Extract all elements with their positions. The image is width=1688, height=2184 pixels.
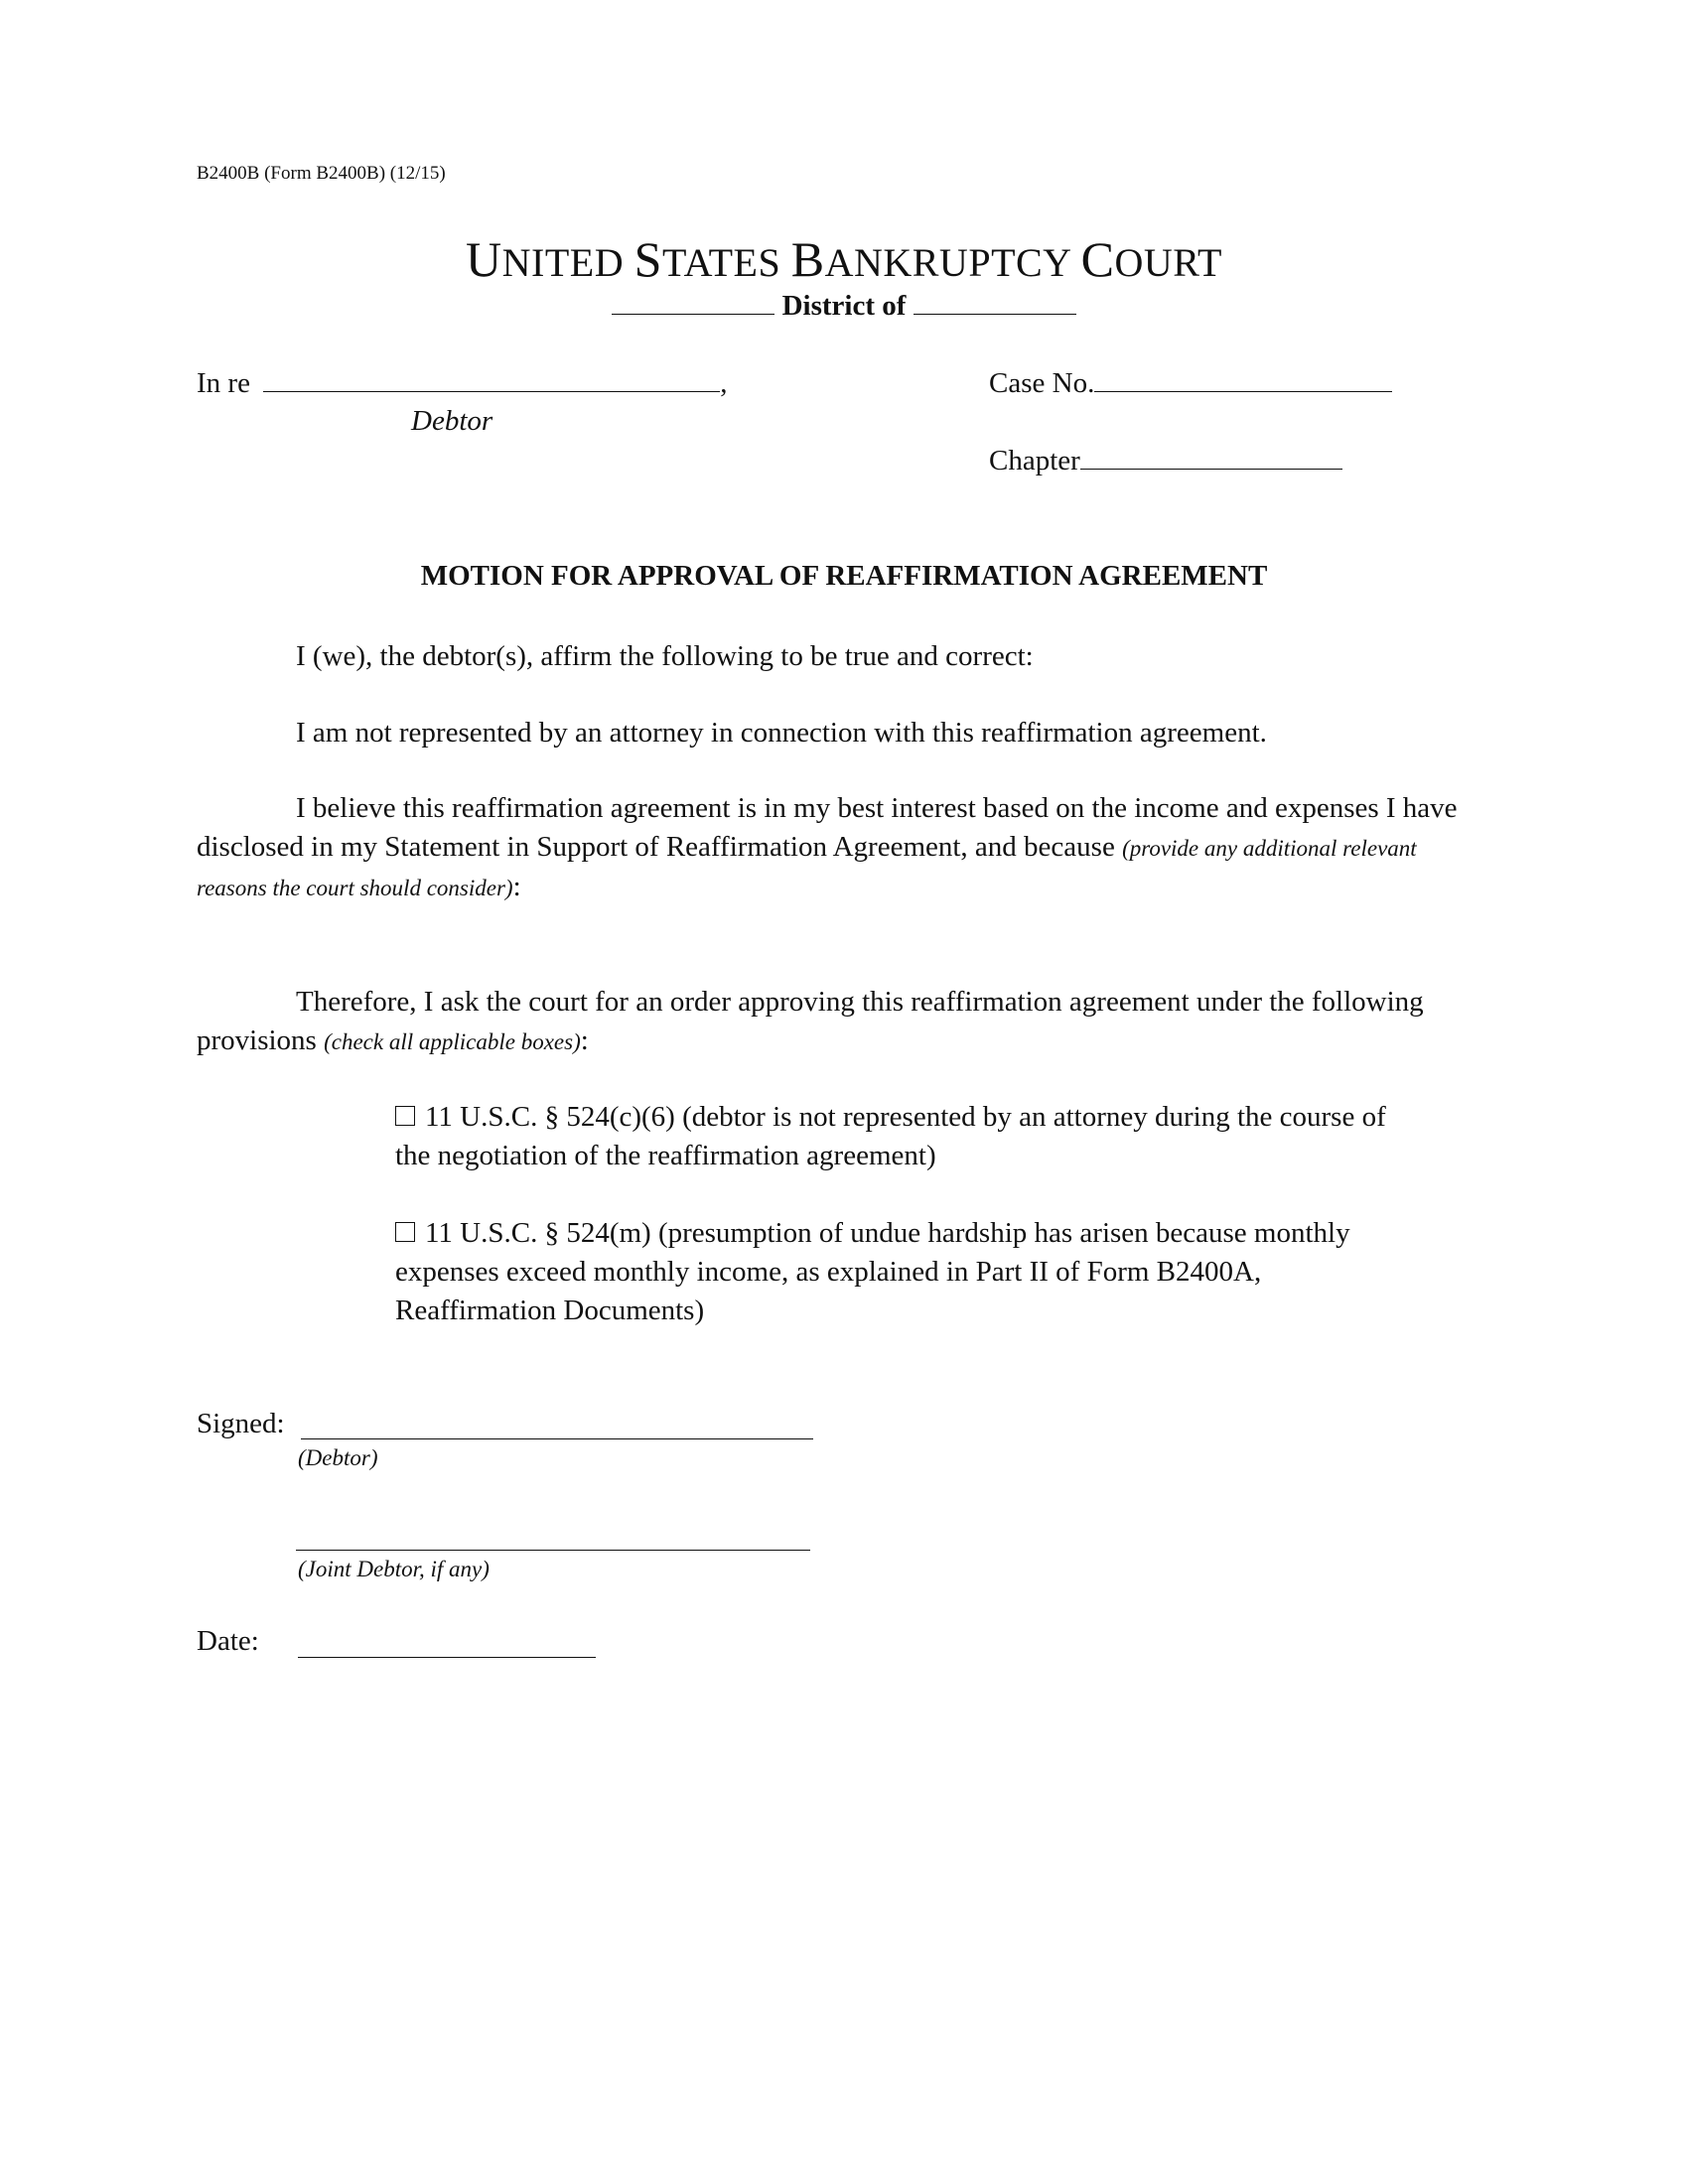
district-blank-right[interactable] [914, 290, 1076, 315]
option-524c6 [395, 1098, 1428, 1175]
therefore-colon: : [580, 1024, 589, 1056]
affirm-paragraph: I (we), the debtor(s), affirm the following to be true and correct: [296, 640, 1034, 672]
option-524m [395, 1214, 1428, 1330]
in-re-line [197, 367, 727, 400]
court-title-b: B [790, 231, 825, 287]
court-title-ankruptcy: ANKRUPTCY [824, 240, 1081, 285]
case-no-line [989, 367, 1392, 400]
case-no-label: Case No. [989, 367, 1095, 399]
joint-debtor-signature-line[interactable] [296, 1550, 810, 1551]
in-re-label: In re [197, 367, 250, 399]
court-title [0, 230, 1688, 288]
chapter-line [989, 445, 1342, 478]
debtor-signature-label: (Debtor) [298, 1445, 378, 1470]
believe-note: (provide any additional relevant reasons the court should consider) [197, 836, 1417, 900]
in-re-comma: , [720, 367, 728, 399]
debtor-signature-line[interactable] [301, 1438, 813, 1439]
therefore-text: Therefore, I ask the court for an order approving this reaffirmation agreement under the following provisions [197, 986, 1424, 1056]
therefore-paragraph [197, 983, 1487, 1061]
therefore-note: (check all applicable boxes) [324, 1029, 581, 1054]
believe-colon: : [512, 871, 521, 902]
not-represented-paragraph: I am not represented by an attorney in connection with this reaffirmation agreement. [296, 717, 1267, 749]
option-524m-text: 11 U.S.C. § 524(m) (presumption of undue hardship has arisen because monthly expenses exceed monthly income, as explained in Part II of Form B2400A, Reaffirmation Documents) [395, 1217, 1350, 1326]
signed-label: Signed: [197, 1408, 285, 1439]
case-no-field[interactable] [1094, 367, 1392, 392]
chapter-label: Chapter [989, 445, 1080, 477]
checkbox-524m[interactable] [395, 1222, 415, 1242]
court-title-u: U [466, 231, 502, 287]
motion-title: MOTION FOR APPROVAL OF REAFFIRMATION AGREEMENT [420, 560, 1268, 592]
option-524c6-text: 11 U.S.C. § 524(c)(6) (debtor is not represented by an attorney during the course of the negotiation of the reaffirmation agreement) [395, 1101, 1386, 1171]
debtor-name-field[interactable] [263, 367, 720, 392]
district-line [0, 290, 1688, 323]
date-label: Date: [197, 1625, 259, 1657]
court-title-nited: NITED [501, 240, 634, 285]
district-blank-left[interactable] [612, 290, 774, 315]
district-label: District of [781, 290, 907, 322]
believe-text: I believe this reaffirmation agreement is in my best interest based on the income and expenses I have disclosed in my Statement in Support of Reaffirmation Agreement, and because [197, 792, 1458, 863]
court-title-s: S [633, 231, 662, 287]
debtor-caption-label: Debtor [411, 405, 493, 437]
believe-paragraph [197, 789, 1487, 907]
form-code: B2400B (Form B2400B) (12/15) [197, 163, 446, 184]
court-title-c: C [1080, 231, 1115, 287]
court-title-tates: TATES [661, 240, 791, 285]
date-field[interactable] [298, 1657, 596, 1658]
joint-debtor-signature-label: (Joint Debtor, if any) [298, 1557, 490, 1581]
chapter-field[interactable] [1080, 445, 1342, 470]
checkbox-524c6[interactable] [395, 1106, 415, 1126]
court-title-ourt: OURT [1114, 240, 1222, 285]
